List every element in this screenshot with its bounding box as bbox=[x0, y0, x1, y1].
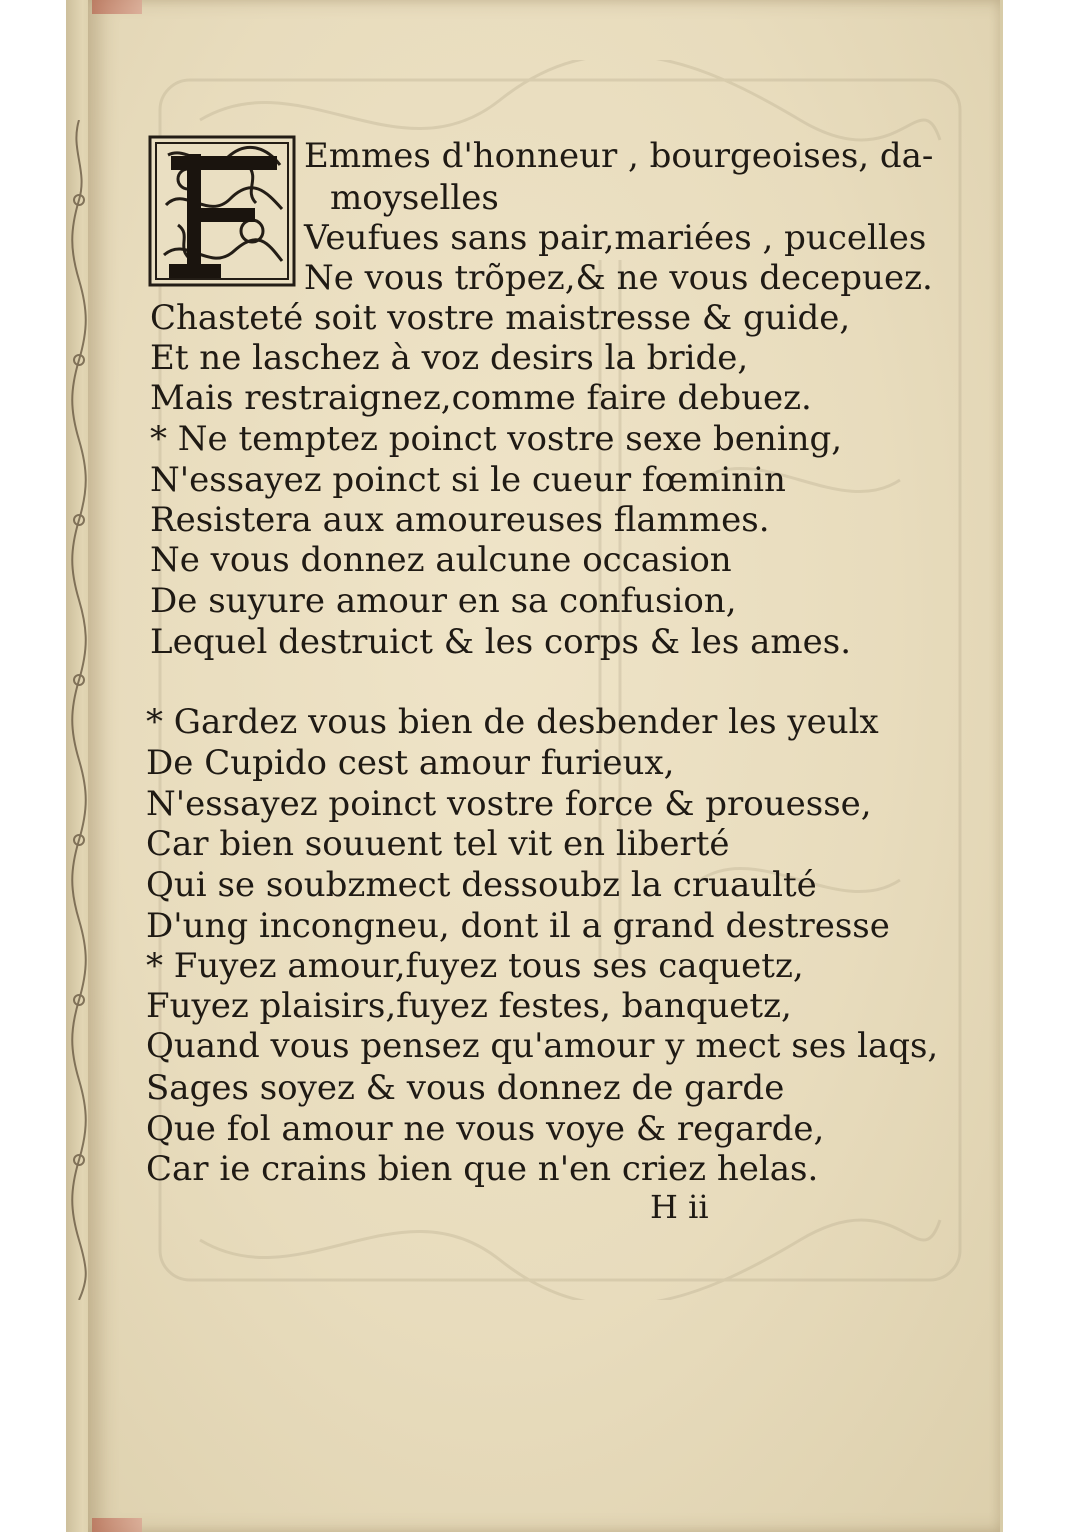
stanza2-line-11: Que fol amour ne vous voye & regarde, bbox=[146, 1109, 825, 1149]
stanza1-line-1: Emmes d'honneur , bourgeoises, da- bbox=[304, 136, 934, 176]
edge-stain-top bbox=[92, 0, 142, 14]
stanza1-line-8: * Ne temptez poinct vostre sexe bening, bbox=[150, 419, 843, 459]
stanza2-line-6: D'ung incongneu, dont il a grand destresse bbox=[146, 906, 890, 946]
stanza2-line-8: Fuyez plaisirs,fuyez festes, banquetz, bbox=[146, 986, 792, 1026]
stanza2-line-3: N'essayez poinct vostre force & prouesse, bbox=[146, 784, 872, 824]
binding-ornament-icon bbox=[68, 120, 90, 1300]
edge-stain-bottom bbox=[92, 1518, 142, 1532]
paper-edge bbox=[1000, 0, 1003, 1532]
stanza2-line-7: * Fuyez amour,fuyez tous ses caquetz, bbox=[146, 946, 804, 986]
stanza2-line-1: * Gardez vous bien de desbender les yeulx bbox=[146, 702, 879, 742]
stanza1-line-7: Mais restraignez,comme faire debuez. bbox=[150, 378, 812, 418]
stanza1-line-13: Lequel destruict & les corps & les ames. bbox=[150, 622, 852, 662]
stanza1-line-2: moyselles bbox=[330, 178, 499, 218]
stanza1-line-6: Et ne laschez à voz desirs la bride, bbox=[150, 338, 749, 378]
stanza1-line-9: N'essayez poinct si le cueur fœminin bbox=[150, 460, 786, 500]
stanza1-line-12: De suyure amour en sa confusion, bbox=[150, 581, 737, 621]
initial-letter bbox=[0, 0, 1, 1]
stanza1-line-11: Ne vous donnez aulcune occasion bbox=[150, 540, 732, 580]
signature-mark: H ii bbox=[650, 1188, 709, 1226]
stanza2-line-5: Qui se soubzmect dessoubz la cruaulté bbox=[146, 865, 817, 905]
stanza2-line-2: De Cupido cest amour furieux, bbox=[146, 743, 675, 783]
stanza1-line-10: Resistera aux amoureuses flammes. bbox=[150, 500, 770, 540]
stanza2-line-4: Car bien souuent tel vit en liberté bbox=[146, 824, 730, 864]
stanza1-line-3: Veufues sans pair,mariées , pucelles bbox=[304, 218, 927, 258]
stanza1-line-4: Ne vous trõpez,& ne vous decepuez. bbox=[304, 258, 933, 298]
stanza2-line-9: Quand vous pensez qu'amour y mect ses laqs, bbox=[146, 1026, 939, 1066]
stanza2-line-12: Car ie crains bien que n'en criez helas. bbox=[146, 1149, 819, 1189]
stanza1-line-5: Chasteté soit vostre maistresse & guide, bbox=[150, 298, 851, 338]
stanza2-line-10: Sages soyez & vous donnez de garde bbox=[146, 1068, 785, 1108]
decorated-initial-icon bbox=[148, 135, 296, 287]
